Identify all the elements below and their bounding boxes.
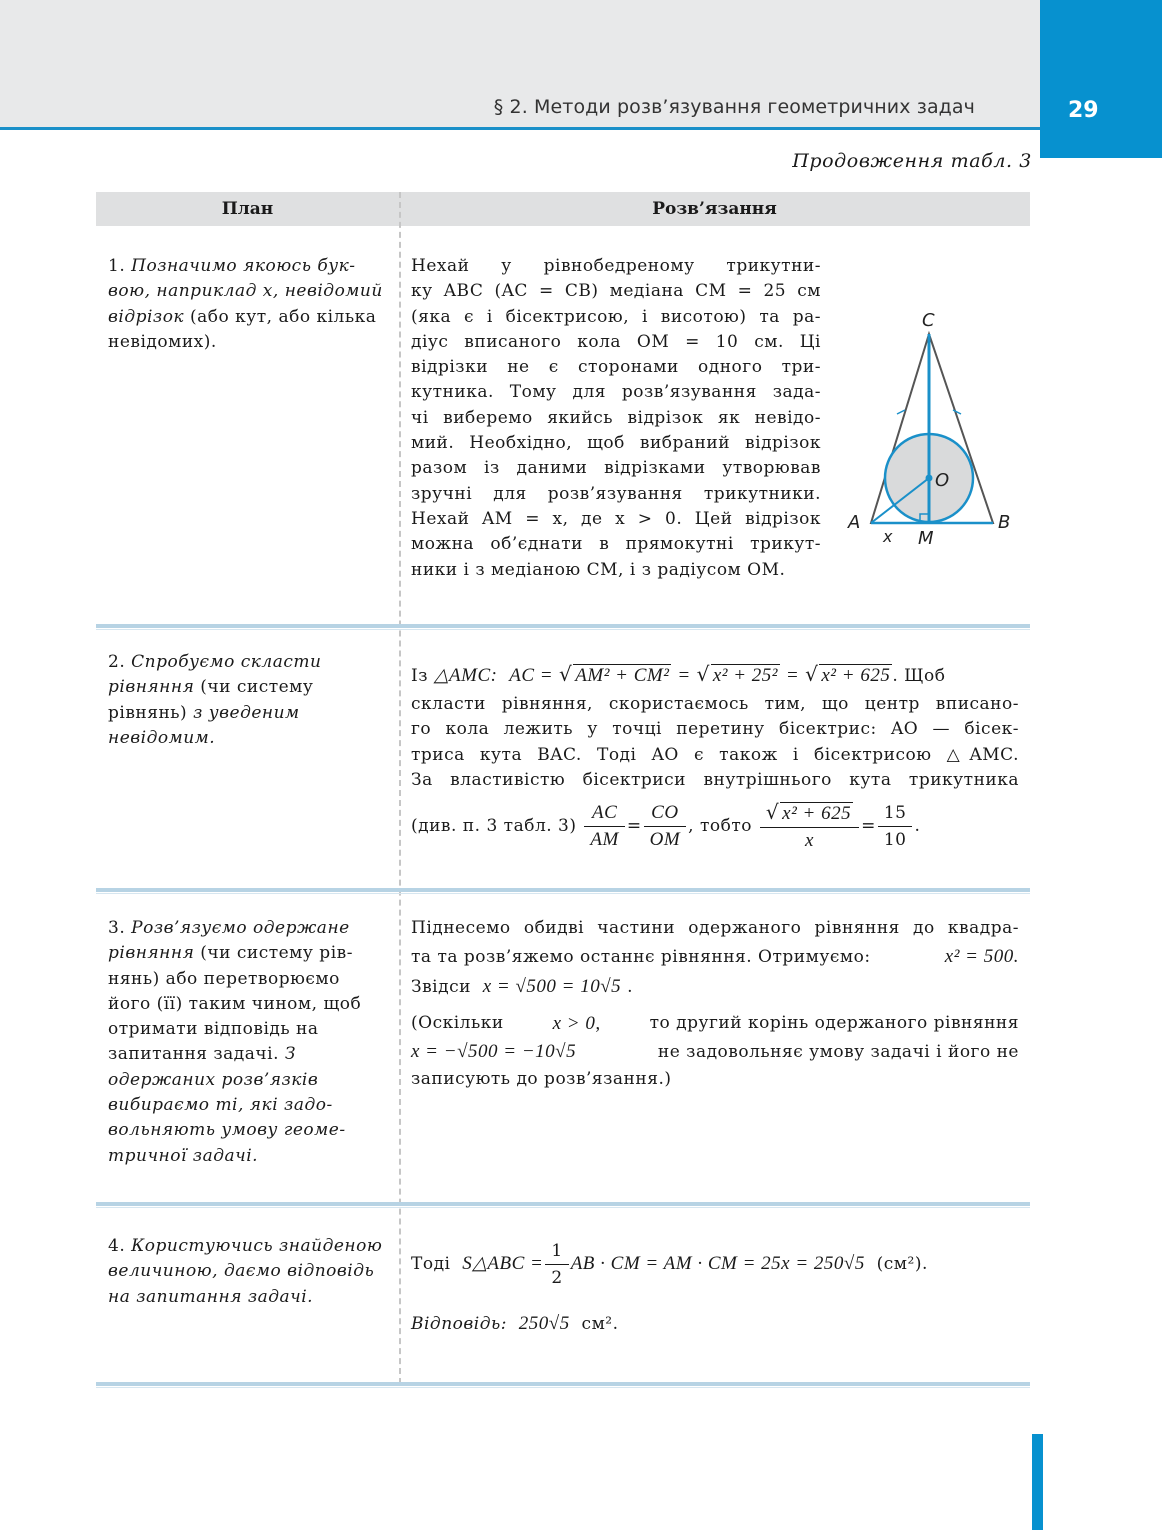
plan-step-2	[108, 650, 384, 751]
solution-line: зручні для розв’язування трикутники.	[411, 483, 821, 504]
radical-sign: √	[765, 800, 780, 825]
solution-line: Нехай у рівнобедреному трикутни-	[411, 256, 821, 276]
row-separator	[96, 888, 1030, 892]
column-header-plan: План	[221, 199, 274, 219]
numerator	[760, 801, 859, 828]
solution-line: разом із даними відрізками утворював	[411, 458, 821, 479]
step-italic-text: з уведеним невідомим.	[108, 702, 300, 748]
solution-line: записують до розв’язання.)	[411, 1068, 672, 1089]
math-ac: AC =	[509, 665, 554, 686]
row-separator	[96, 624, 1030, 628]
header-rule	[0, 127, 1040, 130]
step-italic-text: З одержаних розв’язків вибираємо ті, які задовольняють умову геометричної задачі.	[108, 1044, 346, 1166]
solution-line: триса кута BAC. Тоді AO є також і бісектрисою △AMC.	[411, 744, 1019, 765]
fraction-ac-am	[584, 802, 624, 851]
label-x: x	[883, 527, 893, 546]
text: Звідси	[411, 977, 471, 998]
math-triangle: △AMC:	[433, 665, 498, 686]
label-o: O	[935, 470, 950, 491]
solution-line: діус вписаного кола OM = 10 см. Ці	[411, 331, 821, 352]
step-number: 1.	[108, 256, 126, 276]
numerator: CO	[644, 802, 687, 827]
math-negative-root: x = −√500 = −10√5	[411, 1040, 577, 1062]
solution-line: мий. Необхідно, щоб вибраний відрізок	[411, 433, 821, 454]
solution-line: За властивістю бісектриси внутрішнього кута трикутника	[411, 769, 1019, 790]
denominator: OM	[649, 829, 681, 851]
plan-step-3	[108, 916, 384, 1169]
step-text: (або кут, або кілька невідомих).	[108, 306, 377, 352]
step-italic-text: Користуючись знайденою величиною, даємо відповідь на запитання задачі.	[108, 1236, 383, 1307]
label-c: C	[922, 310, 935, 331]
step-text: (чи систему рівнянь)	[108, 677, 314, 723]
radical-sign: √	[696, 662, 710, 686]
row-separator	[96, 1202, 1030, 1206]
solution-line: ку ABC (AC = CB) медіана CM = 25 см	[411, 281, 821, 302]
label-m: M	[918, 528, 934, 549]
numerator: AC	[584, 802, 624, 827]
table-header-row	[96, 192, 1030, 226]
radicand: AM² + CM²	[575, 665, 670, 686]
fraction-line: (див. п. 3 табл. 3) $\frac{AC}{AM}$ = $\frac{CO}{OM}$ , тобто $\frac{\text{√ x² + 625}}{x}$ = $\frac{15}{10}$ .	[411, 800, 921, 852]
step-number: 4.	[108, 1236, 126, 1256]
answer-unit: см².	[581, 1314, 619, 1334]
radical-sign: √	[559, 662, 573, 686]
step-number: 2.	[108, 652, 126, 672]
answer-label: Відповідь:	[411, 1314, 507, 1334]
math-x-squared: x² = 500.	[944, 946, 1019, 968]
solution-line: го кола лежить у точці перетину бісектрис: AO — бісек-	[411, 719, 1019, 740]
step-italic-text: Розв’язуємо одержане рівняння	[108, 918, 350, 964]
solution-step-1	[411, 254, 821, 583]
equals: =	[677, 665, 691, 686]
solution-line: скласти рівняння, скористаємось тим, що центр вписано-	[411, 694, 1019, 714]
column-header-solution: Розв’язання	[652, 199, 777, 219]
solution-line: можна об’єднати в прямокутні трикут-	[411, 534, 821, 555]
answer-value: 250√5	[518, 1313, 570, 1334]
fraction-one-half	[545, 1240, 568, 1289]
equals: =	[785, 665, 800, 686]
equal-side-tick	[953, 410, 961, 414]
text: Тоді	[411, 1254, 451, 1274]
solution-line	[411, 941, 1019, 973]
radicand: x² + 625	[821, 665, 891, 686]
text: (див. п. 3 табл. 3)	[411, 816, 577, 837]
step-italic-text: Позначимо якоюсь буквою, наприклад x, невідомий відрізок	[108, 256, 383, 327]
solution-line: чі виберемо якийсь відрізок як невідо-	[411, 407, 821, 428]
text: Із	[411, 666, 428, 686]
equation-line	[411, 658, 1019, 692]
unit: (см²).	[876, 1254, 928, 1274]
text: . Щоб	[892, 666, 946, 686]
solution-line: (яка є і бісектрисою, і висотою) та ра-	[411, 306, 821, 327]
numerator: 1	[545, 1240, 568, 1265]
label-a: A	[848, 512, 861, 533]
label-b: B	[998, 512, 1011, 533]
math-area-lhs: S△ABC =	[462, 1253, 544, 1274]
solution-line: відрізки не є сторонами одного три-	[411, 357, 821, 378]
denominator: AM	[590, 829, 619, 851]
fraction-15-10	[878, 802, 913, 851]
table-continuation-label: Продовження табл. 3	[792, 150, 1032, 172]
isosceles-triangle-figure	[840, 300, 1030, 560]
solution-line: Нехай AM = x, де x > 0. Цей відрізок	[411, 508, 821, 529]
step-text: (чи систему рівнянь) або перетворюємо його (її) таким чином, щоб отримати відповідь на запитання задачі.	[108, 943, 362, 1065]
text: то другий корінь одержаного рівняння	[649, 1013, 1019, 1034]
fraction-sqrt-over-x	[760, 801, 859, 852]
math-condition: x > 0,	[552, 1013, 601, 1035]
answer-line	[411, 1311, 1019, 1337]
denominator: 10	[883, 830, 907, 851]
step-italic-text: Спробуємо скласти рівняння	[108, 652, 322, 698]
solution-step-2	[411, 658, 1019, 852]
solution-line	[411, 1037, 1019, 1067]
radicand: x² + 25²	[712, 665, 778, 686]
margin-accent-bar	[1032, 1434, 1043, 1530]
numerator: 15	[878, 802, 913, 827]
plan-step-4	[108, 1234, 384, 1310]
denominator: 2	[551, 1268, 563, 1288]
section-title: § 2. Методи розв’язування геометричних задач	[493, 96, 975, 118]
plan-step-1	[108, 254, 384, 355]
radicand: x² + 625	[782, 803, 852, 825]
math-x-value: x = √500 = 10√5	[482, 976, 622, 998]
radical-sign: √	[805, 662, 819, 686]
page-number: 29	[1068, 98, 1099, 123]
center-point-o	[926, 475, 933, 482]
page-number-tab	[1040, 0, 1162, 158]
solution-step-3	[411, 916, 1019, 1092]
text: (Оскільки	[411, 1013, 504, 1034]
solution-line: Звідси x = √500 = 10√5 .	[411, 976, 633, 998]
solution-line: кутника. Тому для розв’язування зада-	[411, 382, 821, 403]
denominator: x	[805, 830, 814, 852]
fraction-co-om	[644, 802, 687, 851]
area-equation	[411, 1240, 1019, 1289]
text: не задовольняє умову задачі і його не	[657, 1041, 1019, 1062]
solution-line	[411, 1011, 1019, 1036]
row-separator	[96, 1382, 1030, 1386]
text: , тобто	[688, 816, 752, 837]
solution-step-4	[411, 1240, 1019, 1337]
text: та та розв’яжемо останнє рівняння. Отримуємо:	[411, 947, 871, 968]
step-number: 3.	[108, 918, 126, 938]
math-area-rhs: AB · CM = AM · CM = 25x = 250√5	[570, 1253, 865, 1274]
solution-line: ники і з медіаною CM, і з радіусом OM.	[411, 559, 786, 580]
solution-line: Піднесемо обидві частини одержаного рівняння до квадра-	[411, 918, 1019, 938]
